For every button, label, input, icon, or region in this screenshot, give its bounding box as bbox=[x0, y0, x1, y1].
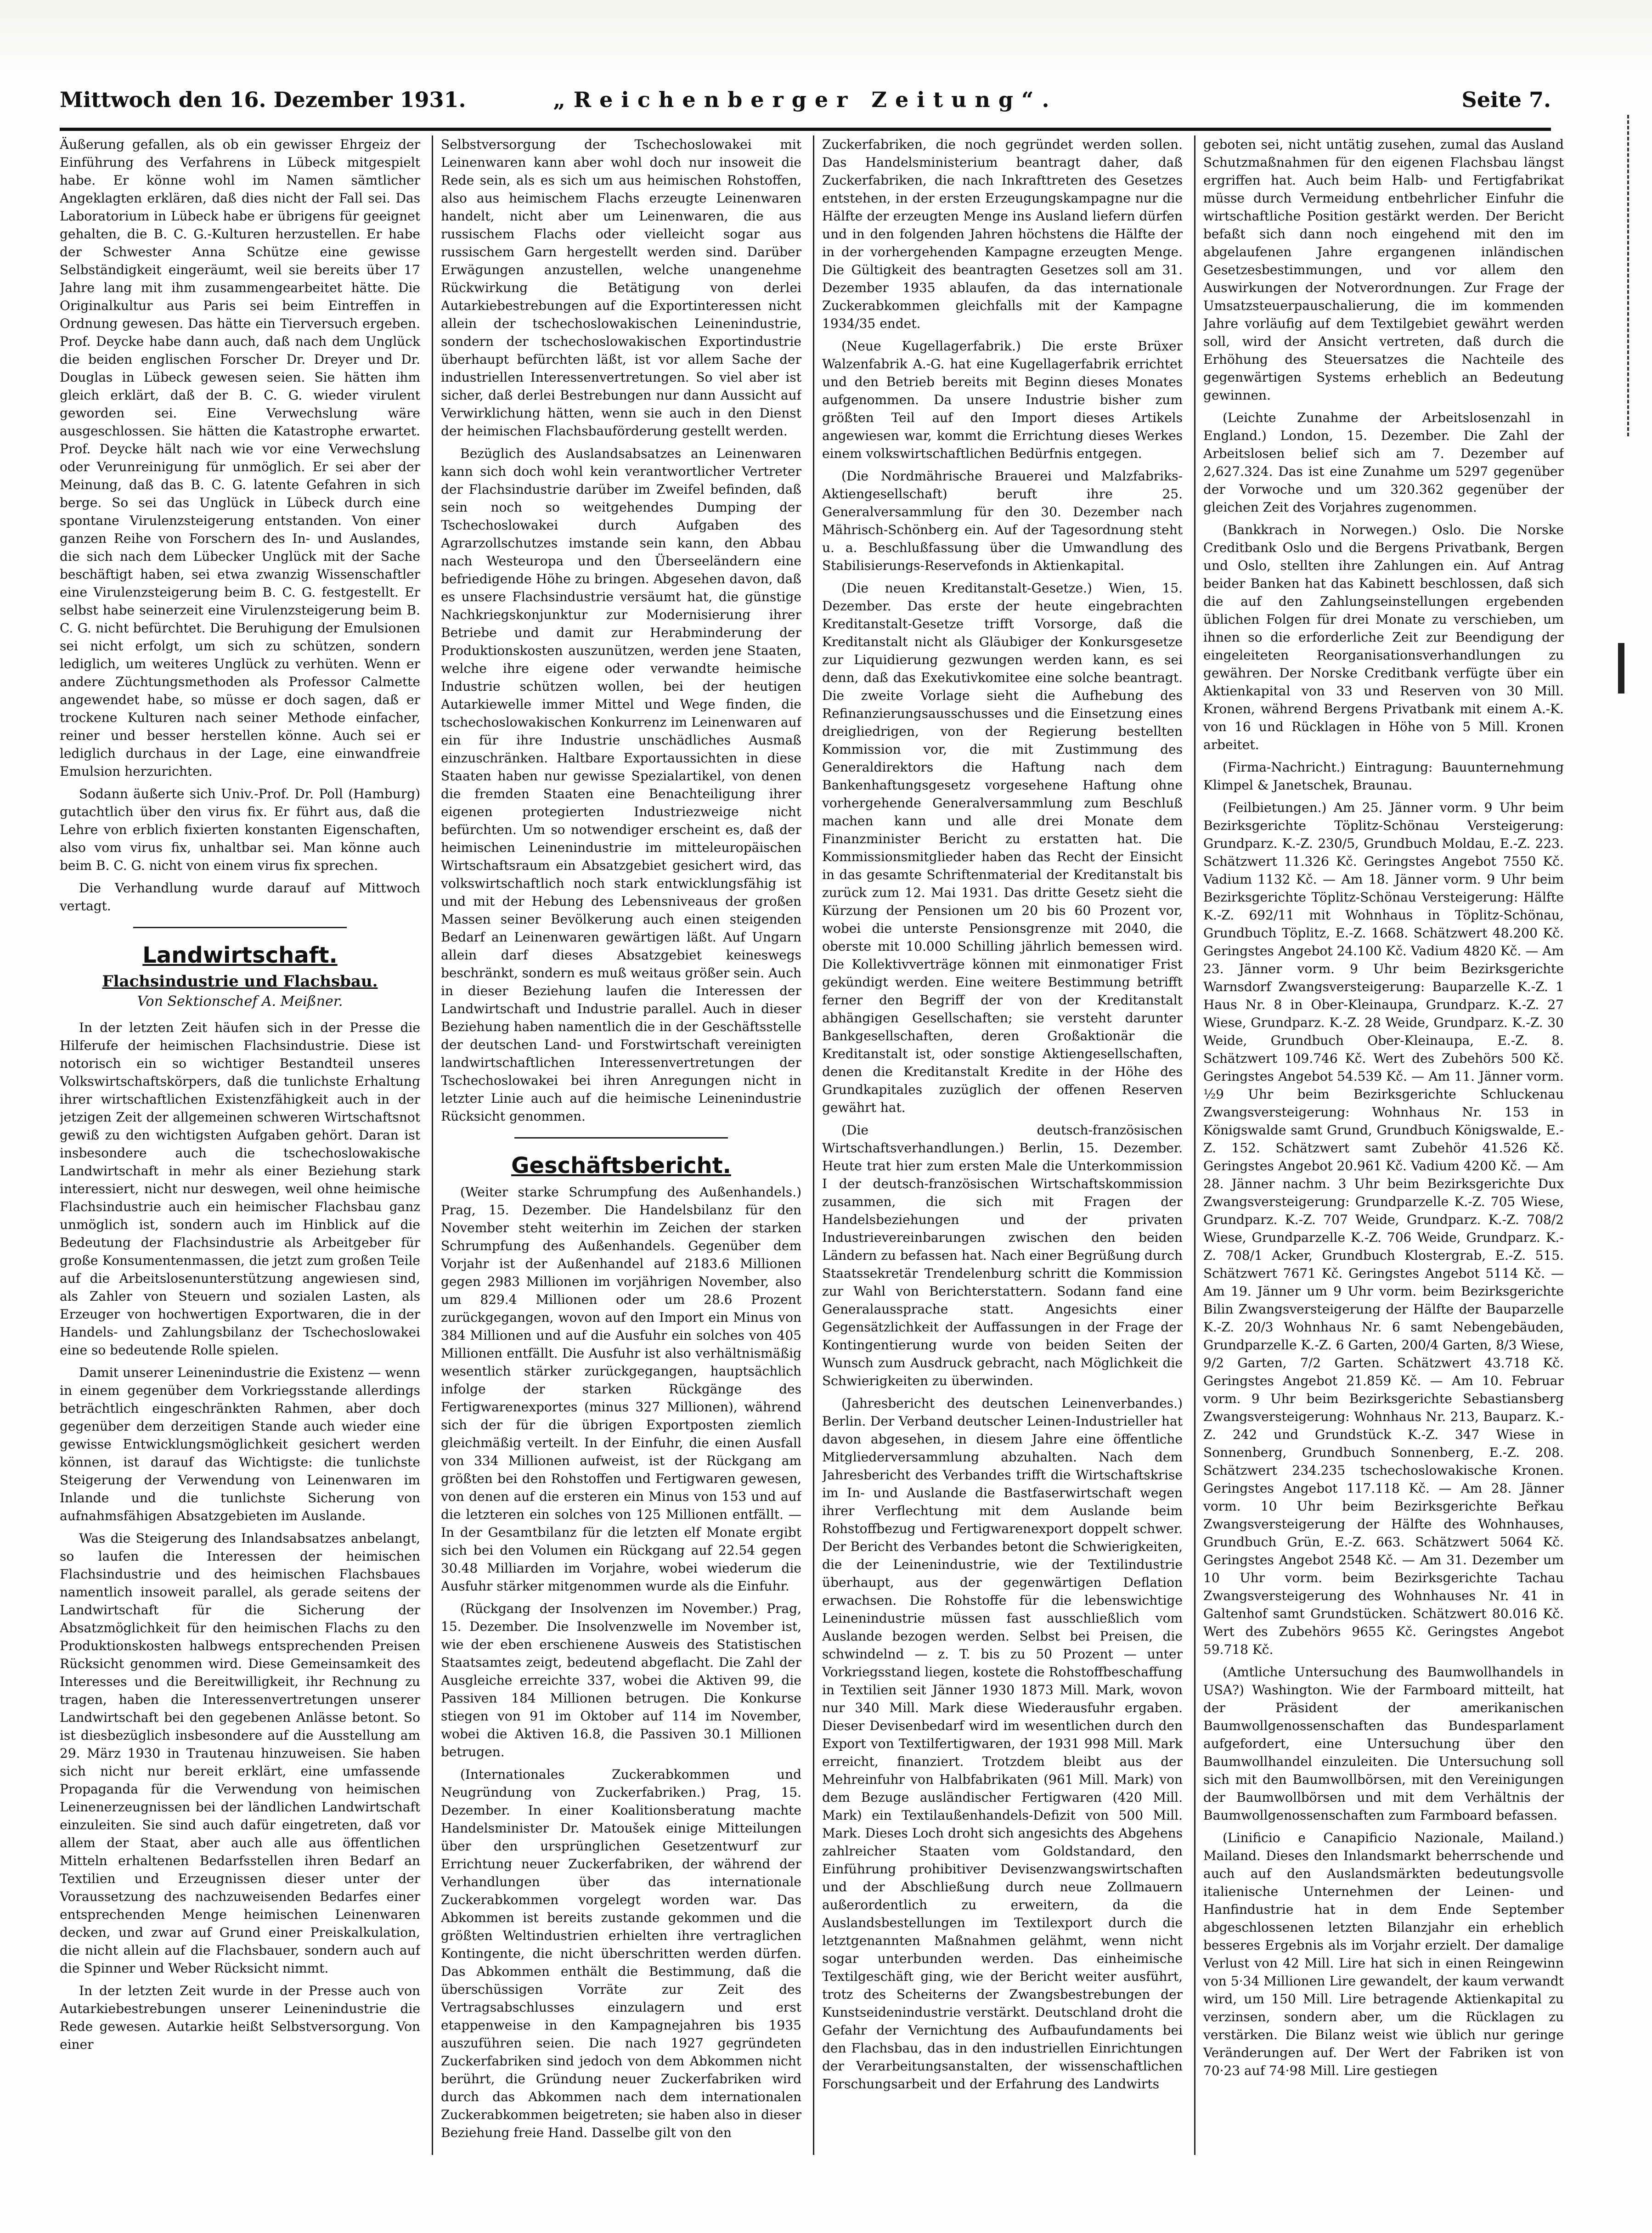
news-item: (Die neuen Kreditanstalt-Gesetze.) Wien, 15. Dezember. Das erste der heute eingebrachten Kreditanstalt-Gesetze trifft Vorsorge, daß die Kreditanstalt nicht als Gläubiger der Konkursgesetze zur Liquidierung gezwungen werden kann, es sei denn, daß das Exekutivkomitee eine solche beantragt. Die zweite Vorlage sieht die Aufhebung des Refinanzierungsausschusses und die Einsetzung eines dreigliedrigen, von der Regierung bestellten Kommission vor, die mit Zustimmung des Generaldirektors die Haftung nach dem Bankenhaftungsgesetz vorgesehene Haftung ohne vorhergehende Generalversammlung zum Beschluß machen kann und alle drei Monate dem Finanzminister Bericht zu erstatten hat. Die Kommissionsmitglieder haben das Recht der Einsicht in das gesamte Schriftenmaterial der Kreditanstalt bis zurück zum 12. Mai 1931. Das dritte Gesetz sieht die Kürzung der Pensionen um 20 bis 60 Prozent vor, wobei die unterste Pensionsgrenze mit 2040, die oberste mit 10.000 Schilling jährlich bemessen wird. Die Kollektivverträge können mit einmonatiger Frist gekündigt werden. Eine weitere Bestimmung betrifft ferner den Begriff der von der Kreditanstalt abhängigen Gesellschaften; sie versteht darunter Bankgesellschaften, deren Großaktionär die Kreditanstalt ist, oder sonstige Aktiengesellschaften, denen die Kreditanstalt Kredite in der Höhe des Grundkapitales zuzüglich der offenen Reserven gewährt hat. bbox=[822, 581, 1183, 1115]
article-paragraph: Die Verhandlung wurde darauf auf Mittwoch vertagt. bbox=[60, 880, 420, 914]
article-paragraph: Äußerung gefallen, als ob ein gewisser Ehrgeiz der Einführung des Verfahrens in Lübeck mitgespielt habe. Er könne wohl im Namen sämtlicher Angeklagten erklären, daß dies nicht der Fall sei. Das Laboratorium in Lübeck habe er übrigens für geeignet gehalten, die B. C. G.-Kulturen herzustellen. Er habe der Schwester Anna Schütze eine gewisse Selbständigkeit eingeräumt, weil sie bereits über 17 Jahre lang mit ihm zusammengearbeitet hätte. Die Originalkultur aus Paris sei beim Eintreffen in Ordnung gewesen. Das hätte ein Tierversuch ergeben. Prof. Deycke habe dann auch, daß nach dem Unglück die beiden englischen Forscher Dr. Dreyer und Dr. Douglas in Lübeck gewesen seien. Sie hätten ihm gleich erklärt, daß der B. C. G. wieder virulent geworden sei. Eine Verwechslung wäre ausgeschlossen. Sie hätten die Katastrophe erwartet. Prof. Deycke hält nach wie vor eine Verwechslung oder Verunreinigung für unmöglich. Er sei aber der Meinung, daß das B. C. G. latente Gefahren in sich berge. So sei das Unglück in Lübeck durch eine spontane Virulenzsteigerung entstanden. Von einer ganzen Reihe von Forschern des In- und Auslandes, die sich nach dem Lübecker Unglück mit der Sache beschäftigt haben, sei etwa zwanzig Wissenschaftler eine Virulenzsteigerung beim B. C. G. festgestellt. Er selbst habe seinerzeit eine Virulenzsteigerung beim B. C. G. nicht befürchtet. Die Beruhigung der Emulsionen sei nicht erfolgt, um sich zu schützen, sondern lediglich, um weiteres Unglück zu verhüten. Wenn er andere Züchtungsmethoden als Professor Calmette angewendet habe, so müsse er doch sagen, daß er trockene Kulturen nach seiner Methode einfacher, reiner und besser herstellen könne. Auch sei er lediglich durchaus in der Lage, eine einwandfreie Emulsion herzurichten. bbox=[60, 137, 420, 779]
scan-margin-marks bbox=[1627, 115, 1634, 436]
column-rule bbox=[813, 135, 814, 2155]
column-1 bbox=[60, 135, 420, 2155]
column-4 bbox=[1203, 135, 1564, 2155]
news-item: (Neue Kugellagerfabrik.) Die erste Brüxer Walzenfabrik A.-G. hat eine Kugellagerfabrik errichtet und den Betrieb bereits mit Beginn dieses Monates aufgenommen. Da unsere Industrie bisher zum größten Teil auf den Import dieses Artikels angewiesen war, kommt die Errichtung dieses Werkes einem volkswirtschaftlichen Bedürfnis entgegen. bbox=[822, 338, 1183, 461]
news-item: (Die deutsch-französischen Wirtschaftsverhandlungen.) Berlin, 15. Dezember. Heute trat hier zum ersten Male die Unterkommission I der deutsch-französischen Wirtschaftskommission zusammen, die sich mit Fragen der Handelsbeziehungen und der privaten Industrievereinbarungen zwischen den beiden Ländern zu befassen hat. Nach einer Begrüßung durch Staatssekretär Trendelenburg schritt die Kommission zur Wahl von Berichterstattern. Sodann fand eine Generalaussprache statt. Angesichts einer Gegensätzlichkeit der Auffassungen in der Frage der Kontingentierung wurde von beiden Seiten der Wunsch zum Ausdruck gebracht, nach Möglichkeit die Schwierigkeiten zu überwinden. bbox=[822, 1122, 1183, 1388]
scan-edge bbox=[0, 0, 1652, 73]
article-paragraph: Selbstversorgung der Tschechoslowakei mit Leinenwaren kann aber wohl doch nur insoweit die Rede sein, als es sich um aus heimischen Rohstoffen, also aus heimischem Flachs erzeugte Leinenwaren handelt, nicht aber um Leinenwaren, die aus russischem Flachs oder vielleicht sogar aus russischem Garn hergestellt werden sind. Darüber Erwägungen anzustellen, welche unangenehme Rückwirkung die Betätigung von derlei Autarkiebestrebungen auf die Exportinteressen nicht allein der tschechoslowakischen Leinenindustrie, sondern der tschechoslowakischen Exportindustrie überhaupt befürchten läßt, ist vor allem Sache der industriellen Interessenvertretungen. So viel aber ist sicher, daß derlei Bestrebungen nur dann Aussicht auf Verwirklichung hätten, wenn sie auch in den Dienst der heimischen Flachsbauförderung gestellt werden. bbox=[441, 137, 801, 439]
article-paragraph: Zuckerfabriken, die noch gegründet werden sollen. Das Handelsministerium beantragt daher, daß Zuckerfabriken, die nach Inkrafttreten des Gesetzes entstehen, in der ersten Erzeugungskampagne nur die Hälfte der erzeugten Menge ins Ausland liefern dürfen und in den folgenden Jahren höchstens die Hälfte der in der vorhergehenden Kampagne erzeugten Menge. Die Gültigkeit des beantragten Gesetzes soll am 31. Dezember 1935 ablaufen, da das internationale Zuckerabkommen gleichfalls mit der Kampagne 1934/35 endet. bbox=[822, 137, 1183, 331]
news-item: (Rückgang der Insolvenzen im November.) Prag, 15. Dezember. Die Insolvenzwelle im November ist, wie der eben erschienene Ausweis des Statistischen Staatsamtes zeigt, bedeutend abgeflacht. Die Zahl der Ausgleiche erreichte 337, wobei die Aktiven 99, die Passiven 184 Millionen betrugen. Die Konkurse stiegen von 91 im Oktober auf 114 im November, wobei die Aktiven 16.8, die Passiven 30.1 Millionen betrugen. bbox=[441, 1601, 801, 1759]
column-rule bbox=[1194, 135, 1195, 2155]
section-heading-geschaeftsbericht: Geschäftsbericht. bbox=[511, 1153, 731, 1179]
article-paragraph: In der letzten Zeit wurde in der Presse auch von Autarkiebestrebungen unserer Leinenindustrie die Rede gewesen. Autarkie heißt Selbstversorgung. Von einer bbox=[60, 1983, 420, 2052]
article-paragraph: Was die Steigerung des Inlandsabsatzes anbelangt, so laufen die Interessen der heimischen Flachsindustrie und des heimischen Flachsbaues namentlich insoweit parallel, als gerade seitens der Landwirtschaft für die Sicherung der Absatzmöglichkeit für den heimischen Flachs zu den Produktionskosten halbwegs entsprechenden Preisen Rücksicht genommen wird. Diese Gemeinsamkeit des Interesses und die Bereitwilligkeit, ihr Rechnung zu tragen, haben die Interessenvertretungen unserer Landwirtschaft bei den gegebenen Anlässe betont. So ist diesbezüglich insbesondere auf die Ausstellung am 29. März 1930 in Trautenau hinzuweisen. Sie haben sich nicht nur bereit erklärt, eine umfassende Propaganda für die Verwendung von heimischen Leinenerzeugnissen bei der ländlichen Landwirtschaft einzuleiten. Sie sind auch dafür eingetreten, daß vor allem der Staat, aber auch alle aus öffentlichen Mitteln erhaltenen Bedarfsstellen ihren Bedarf an Textilien und Erzeugnissen dieser unter der Voraussetzung des nachzuweisenden Bedarfes einer entsprechenden Menge heimischen Leinenwaren decken, und zwar auf Grund einer Preiskalkulation, die nicht allein auf die Flachsbauer, sondern auch auf die Spinner und Weber Rücksicht nimmt. bbox=[60, 1531, 420, 1976]
news-item: (Feilbietungen.) Am 25. Jänner vorm. 9 Uhr beim Bezirksgerichte Töplitz-Schönau Versteigerung: Grundparz. K.-Z. 230/5, Grundbuch Moldau, E.-Z. 223. Schätzwert 11.326 Kč. Geringstes Angebot 7550 Kč. Vadium 1132 Kč. — Am 18. Jänner vorm. 9 Uhr beim Bezirksgerichte Töplitz-Schönau Versteigerung: Hälfte K.-Z. 692/11 mit Wohnhaus in Töplitz-Schönau, Grundbuch Töplitz, E.-Z. 1668. Schätzwert 48.200 Kč. Geringstes Angebot 24.100 Kč. Vadium 4820 Kč. — Am 23. Jänner vorm. 9 Uhr beim Bezirksgerichte Warnsdorf Zwangsversteigerung: Bauparzelle K.-Z. 1 Haus Nr. 8 in Ober-Kleinaupa, Grundparz. K.-Z. 27 Wiese, Grundparz. K.-Z. 28 Weide, Grundparz. K.-Z. 30 Weide, Grundbuch Ober-Kleinaupa, E.-Z. 8. Schätzwert 109.746 Kč. Wert des Zubehörs 500 Kč. Geringstes Angebot 54.539 Kč. — Am 11. Jänner vorm. ½9 Uhr beim Bezirksgerichte Schluckenau Zwangsversteigerung: Wohnhaus Nr. 153 in Königswalde samt Grund, Grundbuch Königswalde, E.-Z. 152. Schätzwert samt Zubehör 41.526 Kč. Geringstes Angebot 20.961 Kč. Vadium 4200 Kč. — Am 28. Jänner nachm. 3 Uhr beim Bezirksgerichte Dux Zwangsversteigerung: Grundparzelle K.-Z. 705 Wiese, Grundparz. K.-Z. 707 Weide, Grundparz. K.-Z. 708/2 Wiese, Grundparzelle K.-Z. 706 Weide, Grundparz. K.-Z. 708/1 Acker, Grundbuch Klostergrab, E.-Z. 515. Schätzwert 7671 Kč. Geringstes Angebot 5114 Kč. — Am 19. Jänner um 9 Uhr vorm. beim Bezirksgerichte Bilin Zwangsversteigerung der Hälfte der Bauparzelle K.-Z. 20/3 Wohnhaus Nr. 6 samt Nebengebäuden, Grundparzelle K.-Z. 6 Garten, 200/4 Garten, 8/3 Wiese, 9/2 Garten, 7/2 Garten. Schätzwert 43.718 Kč. Geringstes Angebot 21.859 Kč. — Am 10. Februar vorm. 9 Uhr beim Bezirksgerichte Sebastiansberg Zwangsversteigerung: Wohnhaus Nr. 213, Bauparz. K.-Z. 242 und Grundstück K.-Z. 347 Wiese in Sonnenberg, Grundbuch Sonnenberg, E.-Z. 208. Schätzwert 234.235 tschechoslowakische Kronen. Geringstes Angebot 117.118 Kč. — Am 28. Jänner vorm. 10 Uhr beim Bezirksgerichte Beřkau Zwangsversteigerung der Hälfte des Wohnhauses, Grundbuch Grün, E.-Z. 663. Schätzwert 5064 Kč. Geringstes Angebot 2548 Kč. — Am 31. Dezember um 10 Uhr vorm. beim Bezirksgerichte Tachau Zwangsversteigerung des Wohnhauses Nr. 41 in Galtenhof samt Grundstücken. Schätzwert 80.016 Kč. Wert des Zubehörs 9655 Kč. Geringstes Angebot 59.718 Kč. bbox=[1203, 800, 1564, 1657]
header-page-number: Seite 7. bbox=[1461, 87, 1551, 112]
news-item: (Internationales Zuckerabkommen und Neugründung von Zuckerfabriken.) Prag, 15. Dezember. In einer Koalitionsberatung machte Handelsminister Dr. Matoušek einige Mitteilungen über den ursprünglichen Gesetzentwurf zur Errichtung neuer Zuckerfabriken, der während der Verhandlungen über das internationale Zuckerabkommen vorgelegt worden war. Das Abkommen ist bereits zustande gekommen und die größten Weltindustrien erhielten ihre vertraglichen Kontingente, die nicht überschritten werden dürfen. Das Abkommen enthält die Bestimmung, daß die überschüssigen Vorräte zur Zeit des Vertragsabschlusses einzulagern und erst etappenweise in den Kampagnejahren bis 1935 auszuführen seien. Die nach 1927 gegründeten Zuckerfabriken sind jedoch von dem Abkommen nicht berührt, die Gründung neuer Zuckerfabriken wird durch das Abkommen nach dem internationalen Zuckerabkommen beigetreten; sie haben also in dieser Beziehung freie Hand. Dasselbe gilt von den bbox=[441, 1767, 801, 2140]
news-item: (Die Nordmährische Brauerei und Malzfabriks-Aktiengesellschaft) beruft ihre 25. Generalversammlung für den 30. Dezember nach Mährisch-Schönberg ein. Auf der Tagesordnung steht u. a. Beschlußfassung über die Umwandlung des Stabilisierungs-Reservefonds in Aktienkapital. bbox=[822, 468, 1183, 573]
article-byline: Von Sektionschef A. Meißner. bbox=[137, 993, 343, 1009]
column-2 bbox=[441, 135, 801, 2155]
news-item: (Leichte Zunahme der Arbeitslosenzahl in England.) London, 15. Dezember. Die Zahl der Arbeitslosen belief sich am 7. Dezember auf 2,627.324. Das ist eine Zunahme um 5297 gegenüber der Vorwoche und um 320.362 gegenüber der gleichen Zeit des Vorjahres zugenommen. bbox=[1203, 410, 1564, 515]
news-item: (Weiter starke Schrumpfung des Außenhandels.) Prag, 15. Dezember. Die Handelsbilanz für den November steht weiterhin im Zeichen der starken Schrumpfung des Außenhandels. Gegenüber dem Vorjahr ist der Außenhandel auf 2183.6 Millionen gegen 2983 Millionen im vorjährigen November, also um 829.4 Millionen oder um 28.6 Prozent zurückgegangen, wovon auf den Import ein Minus von 384 Millionen und auf die Ausfuhr ein solches von 405 Millionen entfällt. Die Ausfuhr ist also verhältnismäßig wesentlich stärker zurückgegangen, hauptsächlich infolge der starken Rückgänge des Fertigwarenexportes (minus 327 Millionen), während sich der für die übrigen Exportposten ziemlich gleichmäßig verteilt. In der Einfuhr, die einen Ausfall von 334 Millionen aufweist, ist der Rückgang am größten bei den Rohstoffen und Fertigwaren gewesen, von denen auf die ersteren ein Minus von 153 und auf die letzteren ein solches von 125 Millionen entfällt. — In der Gesamtbilanz für die letzten elf Monate ergibt sich bei den Volumen ein Rückgang auf 22.54 gegen 30.48 Milliarden im Vorjahre, wobei wiederum die Ausfuhr stärker mitgenommen wurde als die Einfuhr. bbox=[441, 1184, 801, 1594]
news-item: (Firma-Nachricht.) Eintragung: Bauunternehmung Klimpel & Janetschek, Braunau. bbox=[1203, 760, 1564, 793]
separator bbox=[514, 1137, 728, 1139]
section-heading-landwirtschaft: Landwirtschaft. bbox=[142, 942, 338, 968]
article-paragraph: Bezüglich des Auslandsabsatzes an Leinenwaren kann sich doch wohl kein verantwortlicher Vertreter der Flachsindustrie darüber im Zweifel befinden, daß sein noch so weitgehendes Dumping der Tschechoslowakei durch Aufgaben des Agrarzollschutzes imstande sein kann, den Abbau nach Westeuropa und den Überseeländern eine befriedigende Höhe zu bringen. Abgesehen davon, daß es unsere Flachsindustrie versäumt hat, die günstige Nachkriegskonjunktur zur Modernisierung ihrer Betriebe und damit zur Herabminderung der Produktionskosten auszunützen, werden jene Staaten, welche ihre eigene oder verwandte heimische Industrie schützen wollen, bei der heutigen Autarkiewelle immer Mittel und Wege finden, die tschechoslowakischen Konkurrenz im Leinenwaren auf ein für ihre Industrie unschädliches Ausmaß einzuschränken. Haltbare Exportaussichten in diese Staaten haben nur gewisse Spezialartikel, von denen die fremden Staaten eine Benachteiligung ihrer eigenen protegierten Industriezweige nicht befürchten. Um so notwendiger erscheint es, daß der heimischen Leinenindustrie im mitteleuropäischen Wirtschaftsraum ein Absatzgebiet gesichert wird, das volkswirtschaftlich noch stark entwicklungsfähig ist und mit der Hebung des Lebensniveaus der großen Massen seiner Bevölkerung auch einen steigenden Bedarf an Leinenwaren gewärtigen läßt. Auf Ungarn allein darf dieses Absatzgebiet keineswegs beschränkt, sondern es muß weitaus größer sein. Auch in dieser Beziehung laufen die Interessen der Landwirtschaft und Industrie parallel. Auch in dieser Beziehung haben namentlich die in der Geschäftsstelle der deutschen Land- und Forstwirtschaft vereinigten landwirtschaftlichen Interessenvertretungen der Tschechoslowakei bei ihren Anregungen nicht in letzter Linie auch auf die heimische Leinenindustrie Rücksicht genommen. bbox=[441, 446, 801, 1124]
article-paragraph: geboten sei, nicht untätig zusehen, zumal das Ausland Schutzmaßnahmen für den eigenen Flachsbau längst ergriffen hat. Auch beim Halb- und Fertigfabrikat müsse durch Vermeidung entbehrlicher Einfuhr die wirtschaftliche Position gestärkt werden. Der Bericht befaßt sich dann noch eingehend mit den im abgelaufenen Jahre ergangenen inländischen Gesetzesbestimmungen, und vor allem den Auswirkungen der Notverordnungen. Zur Frage der Umsatzsteuerpauschalierung, die im kommenden Jahre vorläufig auf dem Textilgebiet gewährt werden soll, wird der Ansicht vertreten, daß durch die Erhöhung des Steuersatzes die Nachteile des gegenwärtigen Systems erheblich an Bedeutung gewinnen. bbox=[1203, 137, 1564, 403]
scan-margin-bar bbox=[1618, 643, 1624, 694]
column-3 bbox=[822, 135, 1183, 2155]
article-paragraph: In der letzten Zeit häufen sich in der Presse die Hilferufe der heimischen Flachsindustrie. Diese ist notorisch ein so wichtiger Bestandteil unseres Volkswirtschaftskörpers, daß die tunlichste Erhaltung ihrer wirtschaftlichen Existenzfähigkeit auch in der jetzigen Zeit der allgemeinen schweren Wirtschaftsnot gewiß zu den wichtigsten Aufgaben gehört. Daran ist insbesondere auch die tschechoslowakische Landwirtschaft in mehr als einer Beziehung stark interessiert, nicht nur deswegen, weil ohne heimische Flachsindustrie auch ein heimischer Flachsbau ganz unmöglich ist, sondern auch im Hinblick auf die Bedeutung der Flachsindustrie als Arbeitgeber für große Konsumentenmassen, die jetzt zum großen Teile auf die Arbeitslosenunterstützung angewiesen sind, als Zahler von Steuern und sozialen Lasten, als Erzeuger von hochwertigen Exportwaren, die in der Handels- und Zahlungsbilanz der Tschechoslowakei eine so bedeutende Rolle spielen. bbox=[60, 1020, 420, 1358]
header-rule bbox=[60, 128, 1551, 131]
article-title: Flachsindustrie und Flachsbau. bbox=[102, 972, 378, 991]
page-header bbox=[60, 87, 1551, 124]
news-item: (Linificio e Canapificio Nazionale, Mailand.) Mailand. Dieses den Inlandsmarkt beherrschende und auch auf den Auslandsmärkten bedeutungsvolle italienische Unternehmen der Leinen- und Hanfindustrie hat in dem Ende September abgeschlossenen letzten Bilanzjahr ein erheblich besseres Ergebnis als im Vorjahr erzielt. Der damalige Verlust von 42 Mill. Lire hat sich in einen Reingewinn von 5·34 Millionen Lire gewandelt, der kaum verwandt wird, um 150 Mill. Lire betragende Aktienkapital zu verzinsen, sondern aber, um die Rücklagen zu verstärken. Die Bilanz weist wie üblich nur geringe Veränderungen auf. Der Wert der Fabriken ist von 70·23 auf 74·98 Mill. Lire gestiegen bbox=[1203, 1830, 1564, 2078]
news-item: (Amtliche Untersuchung des Baumwollhandels in USA?) Washington. Wie der Farmboard mitteilt, hat der Präsident der amerikanischen Baumwollgenossenschaften das Bundesparlament aufgefordert, eine Untersuchung über den Baumwollhandel einzuleiten. Die Untersuchung soll sich mit den Baumwollbörsen, mit den Vereinigungen der Baumwollbörsen und mit dem Verhältnis der Baumwollgenossenschaften zum Farmboard befassen. bbox=[1203, 1664, 1564, 1823]
article-paragraph: Sodann äußerte sich Univ.-Prof. Dr. Poll (Hamburg) gutachtlich über den virus fix. Er führt aus, daß die Lehre von erblich fixierten konstanten Eigenschaften, also vom virus fix, unhaltbar sei. Man könne auch beim B. C. G. nicht von einem virus fix sprechen. bbox=[60, 786, 420, 873]
column-rule bbox=[432, 135, 433, 2155]
separator bbox=[133, 927, 347, 928]
header-date: Mittwoch den 16. Dezember 1931. bbox=[60, 87, 466, 112]
header-paper-title: „Reichenberger Zeitung“. bbox=[553, 87, 1058, 112]
news-item: (Jahresbericht des deutschen Leinenverbandes.) Berlin. Der Verband deutscher Leinen-Industrieller hat davon abgesehen, in diesem Jahre eine öffentliche Mitgliederversammlung abzuhalten. Nach dem Jahresbericht des Verbandes trifft die Wirtschaftskrise im In- und Auslande die Bastfaserwirtschaft wegen ihrer Verflechtung mit dem Auslande beim Rohstoffbezug und Fertigwarenexport doppelt schwer. Der Bericht des Verbandes betont die Schwierigkeiten, die der Leinenindustrie, wie der Textilindustrie überhaupt, aus der gegenwärtigen Deflation erwachsen. Die Rohstoffe für die lebenswichtige Leinenindustrie müssen fast ausschließlich vom Auslande bezogen werden. Selbst bei Preisen, die schwindelnd — z. T. bis zu 50 Prozent — unter Vorkriegsstand liegen, kostete die Rohstoffbeschaffung in Textilien seit Jänner 1930 1873 Mill. Mark, wovon nur 340 Mill. Mark diese Wiederausfuhr ergaben. Dieser Devisenbedarf wird im wesentlichen durch den Export von Textilfertigwaren, der 1931 998 Mill. Mark erreicht, finanziert. Trotzdem bleibt aus der Mehreinfuhr von Halbfabrikaten (961 Mill. Mark) von dem Bezuge ausländischer Fertigwaren (420 Mill. Mark) ein Textilaußenhandels-Defizit von 500 Mill. Mark. Dieses Loch droht sich angesichts des Abgehens zahlreicher Staaten vom Goldstandard, den Einführung prohibitiver Devisenzwangswirtschaften und der Abschließung durch neue Zollmauern außerordentlich zu erweitern, da die Auslandsbestellungen im Textilexport durch die letztgenannten Maßnahmen gelähmt, wenn nicht sogar unterbunden werden. Das einheimische Textilgeschäft ging, wie der Bericht weiter ausführt, trotz des Scheiterns der Zwangsbestrebungen der Kunstseidenindustrie verstärkt. Deutschland droht die Gefahr der Vernichtung des Aufbaufundaments bei den Flachsbau, das in den industriellen Einrichtungen der Verarbeitungsanstalten, der wissenschaftlichen Forschungsarbeit und der Erfahrung des Landwirts bbox=[822, 1396, 1183, 2092]
article-paragraph: Damit unserer Leinenindustrie die Existenz — wenn in einem gegenüber dem Vorkriegsstande allerdings beträchtlich eingeschränkten Rahmen, aber doch gegenüber dem derzeitigen Stande auch wieder eine gewisse Entwicklungsmöglichkeit gesichert werden können, ist darauf das Wichtigste: die tunlichste Steigerung der Verwendung von Leinenwaren im Inlande und die tunlichste Sicherung von aufnahmsfähigen Absatzgebieten im Auslande. bbox=[60, 1365, 420, 1523]
news-item: (Bankkrach in Norwegen.) Oslo. Die Norske Creditbank Oslo und die Bergens Privatbank, Bergen und Oslo, stellten ihre Zahlungen ein. Auf Antrag beider Banken hat das Kabinett beschlossen, daß sich die auf den Zahlungseinstellungen ergebenden üblichen Folgen für drei Monate zu verschieben, um ihnen so die erforderliche Zeit zur Beendigung der eingeleiteten Reorganisationsverhandlungen zu gewähren. Der Norske Creditbank verfügte über ein Aktienkapital von 33 und Reserven von 30 Mill. Kronen, während Bergens Privatbank mit einem A.-K. von 16 und Rücklagen in Höhe von 5 Mill. Kronen arbeitet. bbox=[1203, 522, 1564, 752]
